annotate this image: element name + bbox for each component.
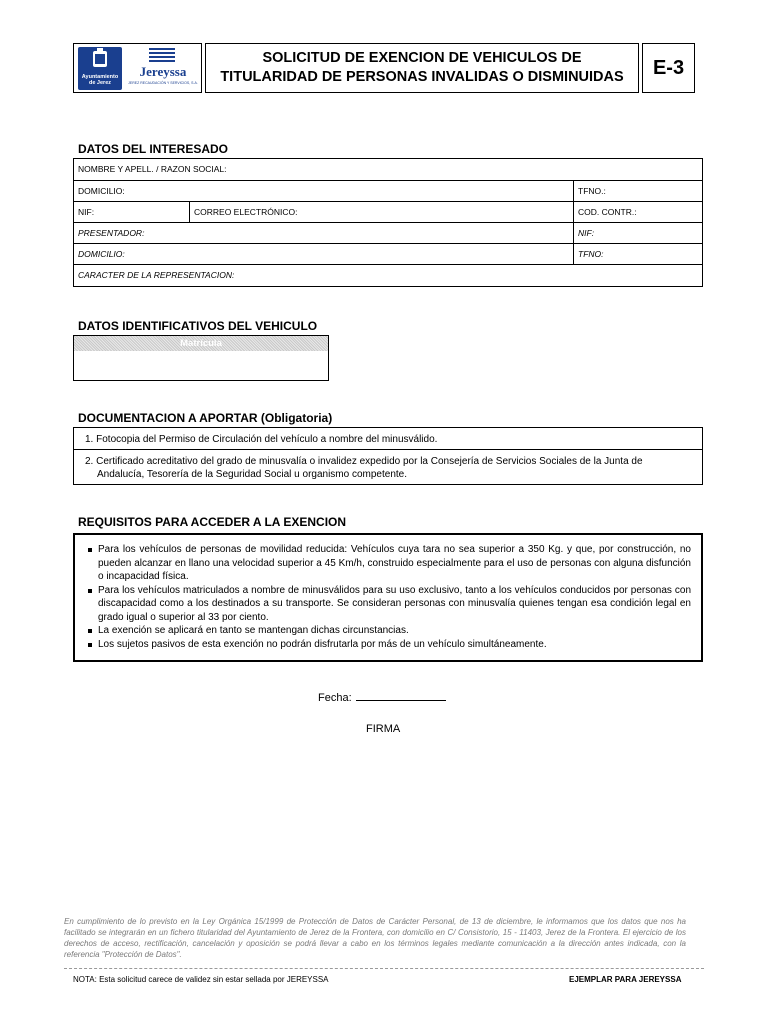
- matricula-label: Matrícula: [74, 336, 328, 351]
- requisitos-box: [73, 533, 703, 662]
- nota-text: NOTA: Esta solicitud carece de validez sin estar sellada por JEREYSSA: [73, 975, 329, 984]
- row-presentador-domicilio: [74, 243, 702, 264]
- row-presentador: [74, 222, 702, 243]
- fecha-label: Fecha:: [318, 692, 352, 704]
- presentador-domicilio-field[interactable]: [74, 244, 573, 264]
- title-line-1: SOLICITUD DE EXENCION DE VEHICULOS DE: [262, 50, 582, 66]
- jereyssa-subtitle: JEREZ RECAUDACIÓN Y SERVICIOS, S.A.: [128, 81, 198, 85]
- requisito-item: Los sujetos pasivos de esta exención no podrán disfrutarla por más de un vehículo simultáneamente.: [88, 638, 691, 652]
- requisito-item: Para los vehículos de personas de movilidad reducida: Vehículos cuya tara no sea superior a 350 Kg. y que, por construcción, no pueden alcanzar en llano una velocidad superior a 45 Km/h, construido especialmente para el uso de personas con alguna disfunción o incapacidad física.: [88, 543, 691, 584]
- jereyssa-name: Jereyssa: [139, 64, 187, 79]
- nombre-label: NOMBRE Y APELL. / RAZON SOCIAL:: [78, 164, 227, 174]
- doc-item-2-cont: Andalucía, Tesorería de la Seguridad Social u organismo competente.: [97, 469, 408, 480]
- tfno-label: TFNO.:: [578, 186, 606, 196]
- interesado-table: [73, 158, 703, 287]
- presentador-tfno-field[interactable]: [573, 244, 702, 264]
- correo-label: CORREO ELECTRÓNICO:: [194, 207, 298, 217]
- presentador-label: PRESENTADOR:: [78, 228, 145, 238]
- requisitos-title: REQUISITOS PARA ACCEDER A LA EXENCION: [78, 515, 347, 529]
- correo-field[interactable]: [189, 202, 573, 222]
- presentador-tfno-label: TFNO:: [578, 249, 604, 259]
- nombre-field[interactable]: [74, 159, 702, 180]
- doc-item-1: 1. Fotocopia del Permiso de Circulación del vehículo a nombre del minusválido.: [85, 434, 438, 445]
- presentador-field[interactable]: [74, 223, 573, 243]
- matricula-field[interactable]: [73, 335, 329, 381]
- documentacion-box: [73, 427, 703, 485]
- presentador-nif-field[interactable]: [573, 223, 702, 243]
- requisito-item: La exención se aplicará en tanto se mantengan dichas circunstancias.: [88, 624, 691, 638]
- caracter-label: CARACTER DE LA REPRESENTACION:: [78, 270, 235, 280]
- title-line-2: TITULARIDAD DE PERSONAS INVALIDAS O DISMINUIDAS: [220, 69, 624, 85]
- cod-contr-label: COD. CONTR.:: [578, 207, 637, 217]
- crest-icon: [78, 47, 122, 74]
- row-domicilio: [74, 180, 702, 201]
- jereyssa-stripes-icon: [149, 48, 175, 64]
- row-nif: [74, 201, 702, 222]
- cod-contr-field[interactable]: [573, 202, 702, 222]
- ayuntamiento-label: Ayuntamiento: [81, 74, 119, 80]
- ayuntamiento-logo: [78, 47, 122, 90]
- vehiculo-title: DATOS IDENTIFICATIVOS DEL VEHICULO: [78, 319, 318, 333]
- form-code: E-3: [642, 43, 695, 93]
- form-title: [205, 43, 639, 93]
- documentacion-title: DOCUMENTACION A APORTAR (Obligatoria): [78, 411, 333, 425]
- row-caracter: [74, 264, 702, 286]
- row-nombre: [74, 159, 702, 180]
- doc-divider: [74, 449, 702, 450]
- caracter-field[interactable]: [74, 265, 702, 286]
- footer-divider: [64, 968, 704, 969]
- doc-item-2: 2. Certificado acreditativo del grado de minusvalía o invalidez expedido por la Consejería de Servicios Sociales de la Junta de: [85, 456, 643, 467]
- firma-label: FIRMA: [366, 723, 401, 735]
- jerez-label: de Jerez: [88, 80, 111, 86]
- requisitos-list: [88, 543, 691, 651]
- presentador-domicilio-label: DOMICILIO:: [78, 249, 125, 259]
- ejemplar-text: EJEMPLAR PARA JEREYSSA: [569, 975, 682, 984]
- logos: [73, 43, 202, 93]
- jereyssa-logo: [127, 47, 199, 90]
- legal-notice: En cumplimiento de lo previsto en la Ley Orgánica 15/1999 de Protección de Datos de Carácter Personal, de 13 de diciembre, le informamos que los datos que nos ha facilitado se integrarán en un fichero titularidad del Ayuntamiento de Jerez de la Frontera, con domicilio en C/ Consistorio, 15 - 11403, Jerez de la Frontera. El ejercicio de los derechos de acceso, rectificación, cancelación y oposición se podrá llevar a cabo en los términos legales mediante comunicación a la dirección antes indicada, con la referencia "Protección de Datos".: [64, 917, 686, 959]
- fecha-field[interactable]: [318, 690, 446, 704]
- tfno-field[interactable]: [573, 181, 702, 201]
- domicilio-label: DOMICILIO:: [78, 186, 125, 196]
- nif-label: NIF:: [78, 207, 95, 217]
- nif-field[interactable]: [74, 202, 189, 222]
- requisito-item: Para los vehículos matriculados a nombre de minusválidos para su uso exclusivo, tanto a los vehículos conducidos por personas con discapacidad como a los destinados a su transporte. Se consideran personas con minusvalía quienes tengan esa condición legal en grado igual o superior al 33 por ciento.: [88, 584, 691, 625]
- domicilio-field[interactable]: [74, 181, 573, 201]
- fecha-line: [356, 690, 446, 701]
- presentador-nif-label: NIF:: [578, 228, 595, 238]
- interesado-title: DATOS DEL INTERESADO: [78, 142, 229, 156]
